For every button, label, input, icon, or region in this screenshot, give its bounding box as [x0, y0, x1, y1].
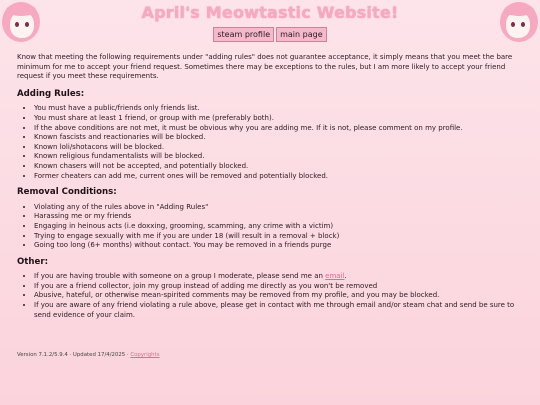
list-item: • Engaging in heinous acts (i.e doxxing, grooming, scamming, any crime with a victim) — [34, 222, 525, 232]
list-item: • Abusive, hateful, or otherwise mean-spirited comments may be removed from my profile, and you may be blocked. — [34, 291, 525, 301]
site-title: April's Meowtastic Website! — [141, 3, 399, 22]
list-item: • If the above conditions are not met, it must be obvious why you are adding me. If it is not, please comment on my profile. — [34, 124, 525, 134]
list-item: • Known fascists and reactionaries will be blocked. — [34, 133, 525, 143]
list-item: • Going too long (6+ months) without contact. You may be removed in a friends purge — [34, 241, 525, 251]
list-item: • Known loli/shotacons will be blocked. — [34, 143, 525, 153]
list-item: • You must have a public/friends only friends list. — [34, 104, 525, 114]
list-item: • Known religious fundamentalists will be blocked. — [34, 152, 525, 162]
list-item: • Harassing me or my friends — [34, 212, 525, 222]
list-item: • You must share at least 1 friend, or group with me (preferably both). — [34, 114, 525, 124]
removal-conditions-list — [17, 203, 525, 251]
intro-paragraph: Know that meeting the following requirements under "adding rules" does not guarantee acceptance, it simply means that you meet the bare minimum for me to accept your friend request. Sometimes there may be exceptions to the rules, but I am more likely to accept your friend request if you meet these requirements. — [17, 53, 513, 81]
steam-profile-button[interactable]: steam profile — [213, 27, 274, 42]
page-footer — [17, 352, 160, 358]
copyrights-link[interactable]: Copyrights — [130, 352, 160, 358]
removal-conditions-heading: Removal Conditions: — [17, 187, 117, 198]
rules-content — [17, 53, 525, 327]
list-item: • If you are a friend collector, join my group instead of adding me directly as you won't be removed — [34, 282, 525, 292]
list-item: • Known chasers will not be accepted, and potentially blocked. — [34, 162, 525, 172]
list-item: • Trying to engage sexually with me if you are under 18 (will result in a removal + block) — [34, 232, 525, 242]
main-page-button[interactable]: main page — [276, 27, 327, 42]
nav-bar — [0, 27, 540, 42]
anime-girl-avatar-right — [496, 0, 540, 46]
email-link[interactable]: email — [325, 272, 345, 281]
list-item — [34, 272, 525, 282]
list-item: • Former cheaters can add me, current ones will be removed and potentially blocked. — [34, 172, 525, 182]
other-heading: Other: — [17, 256, 49, 267]
other-list — [17, 272, 525, 320]
list-item-text: . — [344, 272, 347, 281]
list-item: • Violating any of the rules above in "Adding Rules" — [34, 203, 525, 213]
adding-rules-heading: Adding Rules: — [17, 88, 85, 99]
list-item-text: If you are having trouble with someone on a group I moderate, please send me an — [34, 272, 326, 281]
version-text: Version 7.1.2/5.9.4 · Updated 17/4/2025 · — [17, 352, 131, 358]
adding-rules-list — [17, 104, 525, 181]
site-header — [0, 0, 540, 46]
list-item: • If you are aware of any friend violating a rule above, please get in contact with me through email and/or steam chat and send be sure to send evidence of your claim. — [34, 301, 525, 320]
